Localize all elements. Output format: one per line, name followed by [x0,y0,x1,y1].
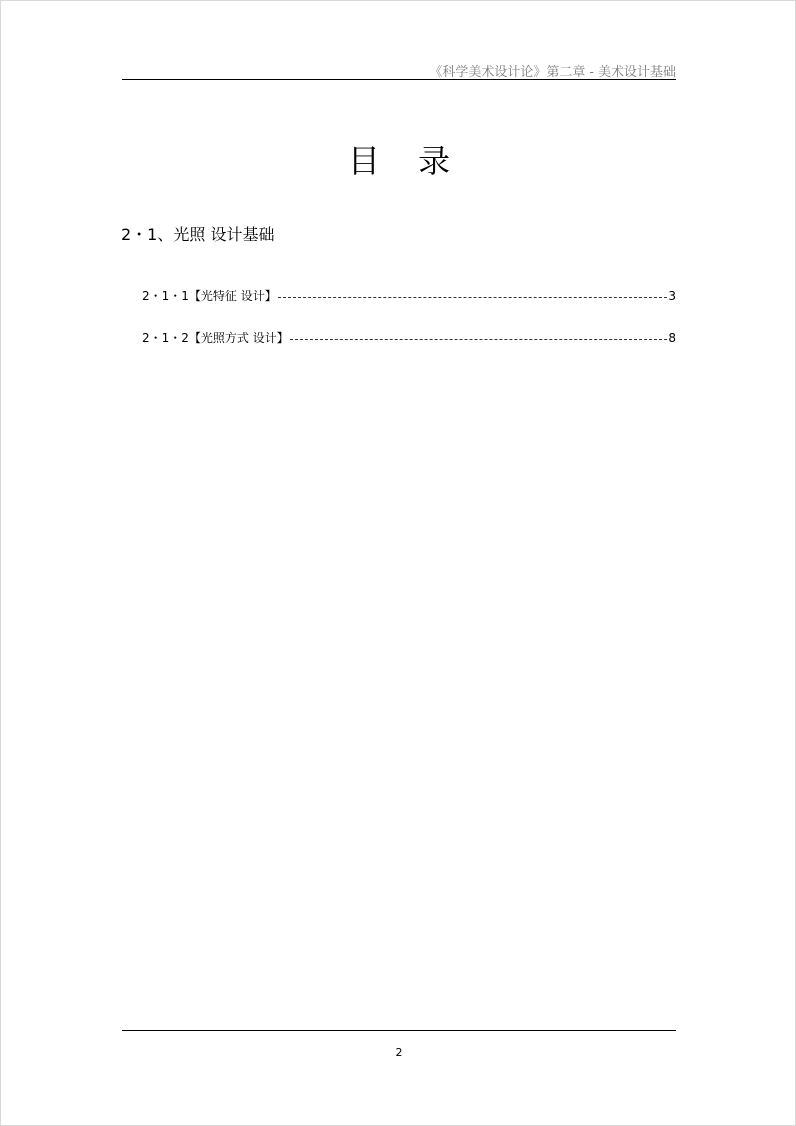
toc-title: 目 录 [347,142,465,180]
footer-divider [122,1030,676,1031]
toc-entry[interactable] [142,287,676,305]
page-number: 2 [395,1046,403,1059]
toc-dot-leader [278,297,668,298]
page-header [122,59,676,80]
toc-entry-page: 8 [668,331,676,345]
toc-entry-label: 2・1・1【光特征 设计】 [142,289,277,303]
toc-entry-page: 3 [668,289,676,303]
toc-entry[interactable] [142,329,676,347]
header-text: 《科学美术设计论》第二章 - 美术设计基础 [429,65,676,80]
toc-section-heading: 2・1、光照 设计基础 [121,225,275,244]
toc-dot-leader [290,339,668,340]
toc-entry-label: 2・1・2【光照方式 设计】 [142,331,289,345]
